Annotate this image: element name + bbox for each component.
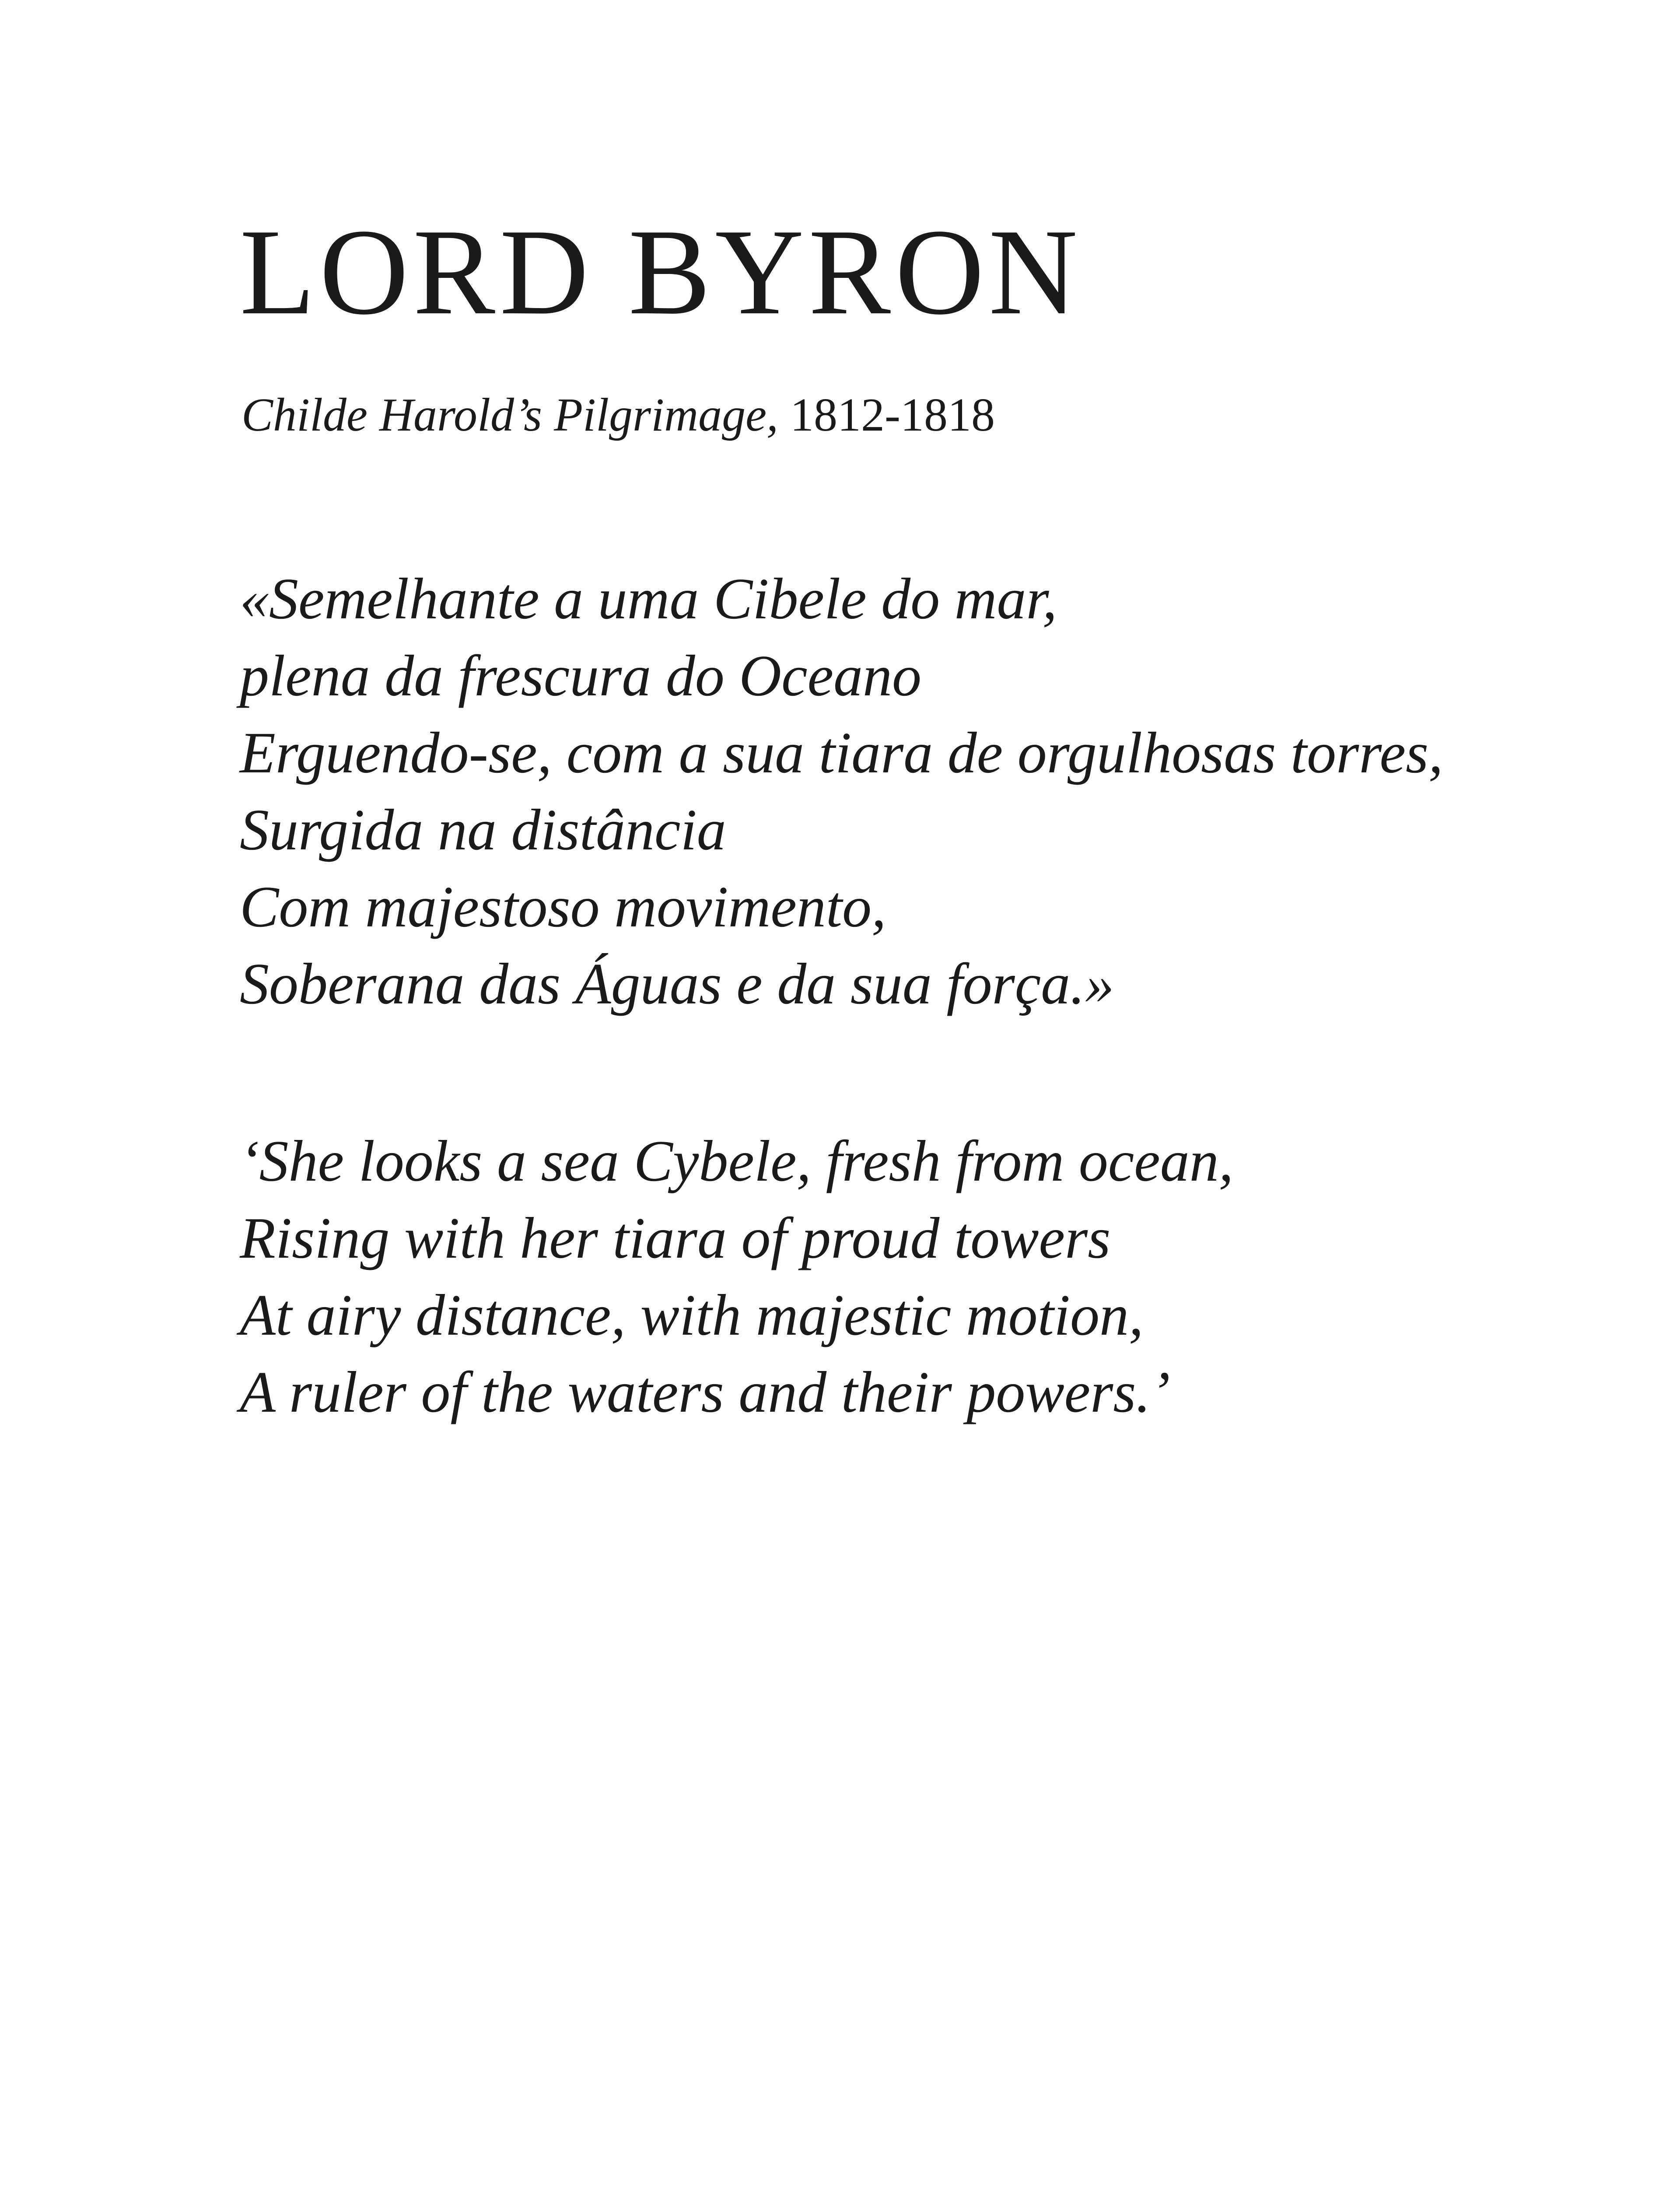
verse-line: Com majestoso movimento, — [240, 874, 886, 939]
verse-line: Erguendo-se, com a sua tiara de orgulhosas torres, — [240, 720, 1443, 785]
work-title: Childe Harold’s Pilgrimage, — [242, 389, 779, 441]
verse-line: Soberana das Águas e da sua força.» — [240, 951, 1114, 1016]
source-citation — [242, 387, 995, 444]
work-years: 1812-1818 — [790, 389, 995, 441]
english-stanza — [240, 1122, 1233, 1431]
verse-line: Rising with her tiara of proud towers — [240, 1206, 1111, 1270]
author-heading: LORD BYRON — [240, 203, 1082, 340]
verse-line: A ruler of the waters and their powers.’ — [240, 1360, 1170, 1424]
verse-line: «Semelhante a uma Cibele do mar, — [240, 566, 1057, 631]
verse-line: ‘She looks a sea Cybele, fresh from ocean, — [240, 1129, 1234, 1193]
portuguese-stanza — [240, 560, 1443, 1022]
verse-line: At airy distance, with majestic motion, — [240, 1283, 1144, 1347]
verse-line: Surgida na distância — [240, 797, 726, 862]
verse-line: plena da frescura do Oceano — [240, 643, 922, 708]
